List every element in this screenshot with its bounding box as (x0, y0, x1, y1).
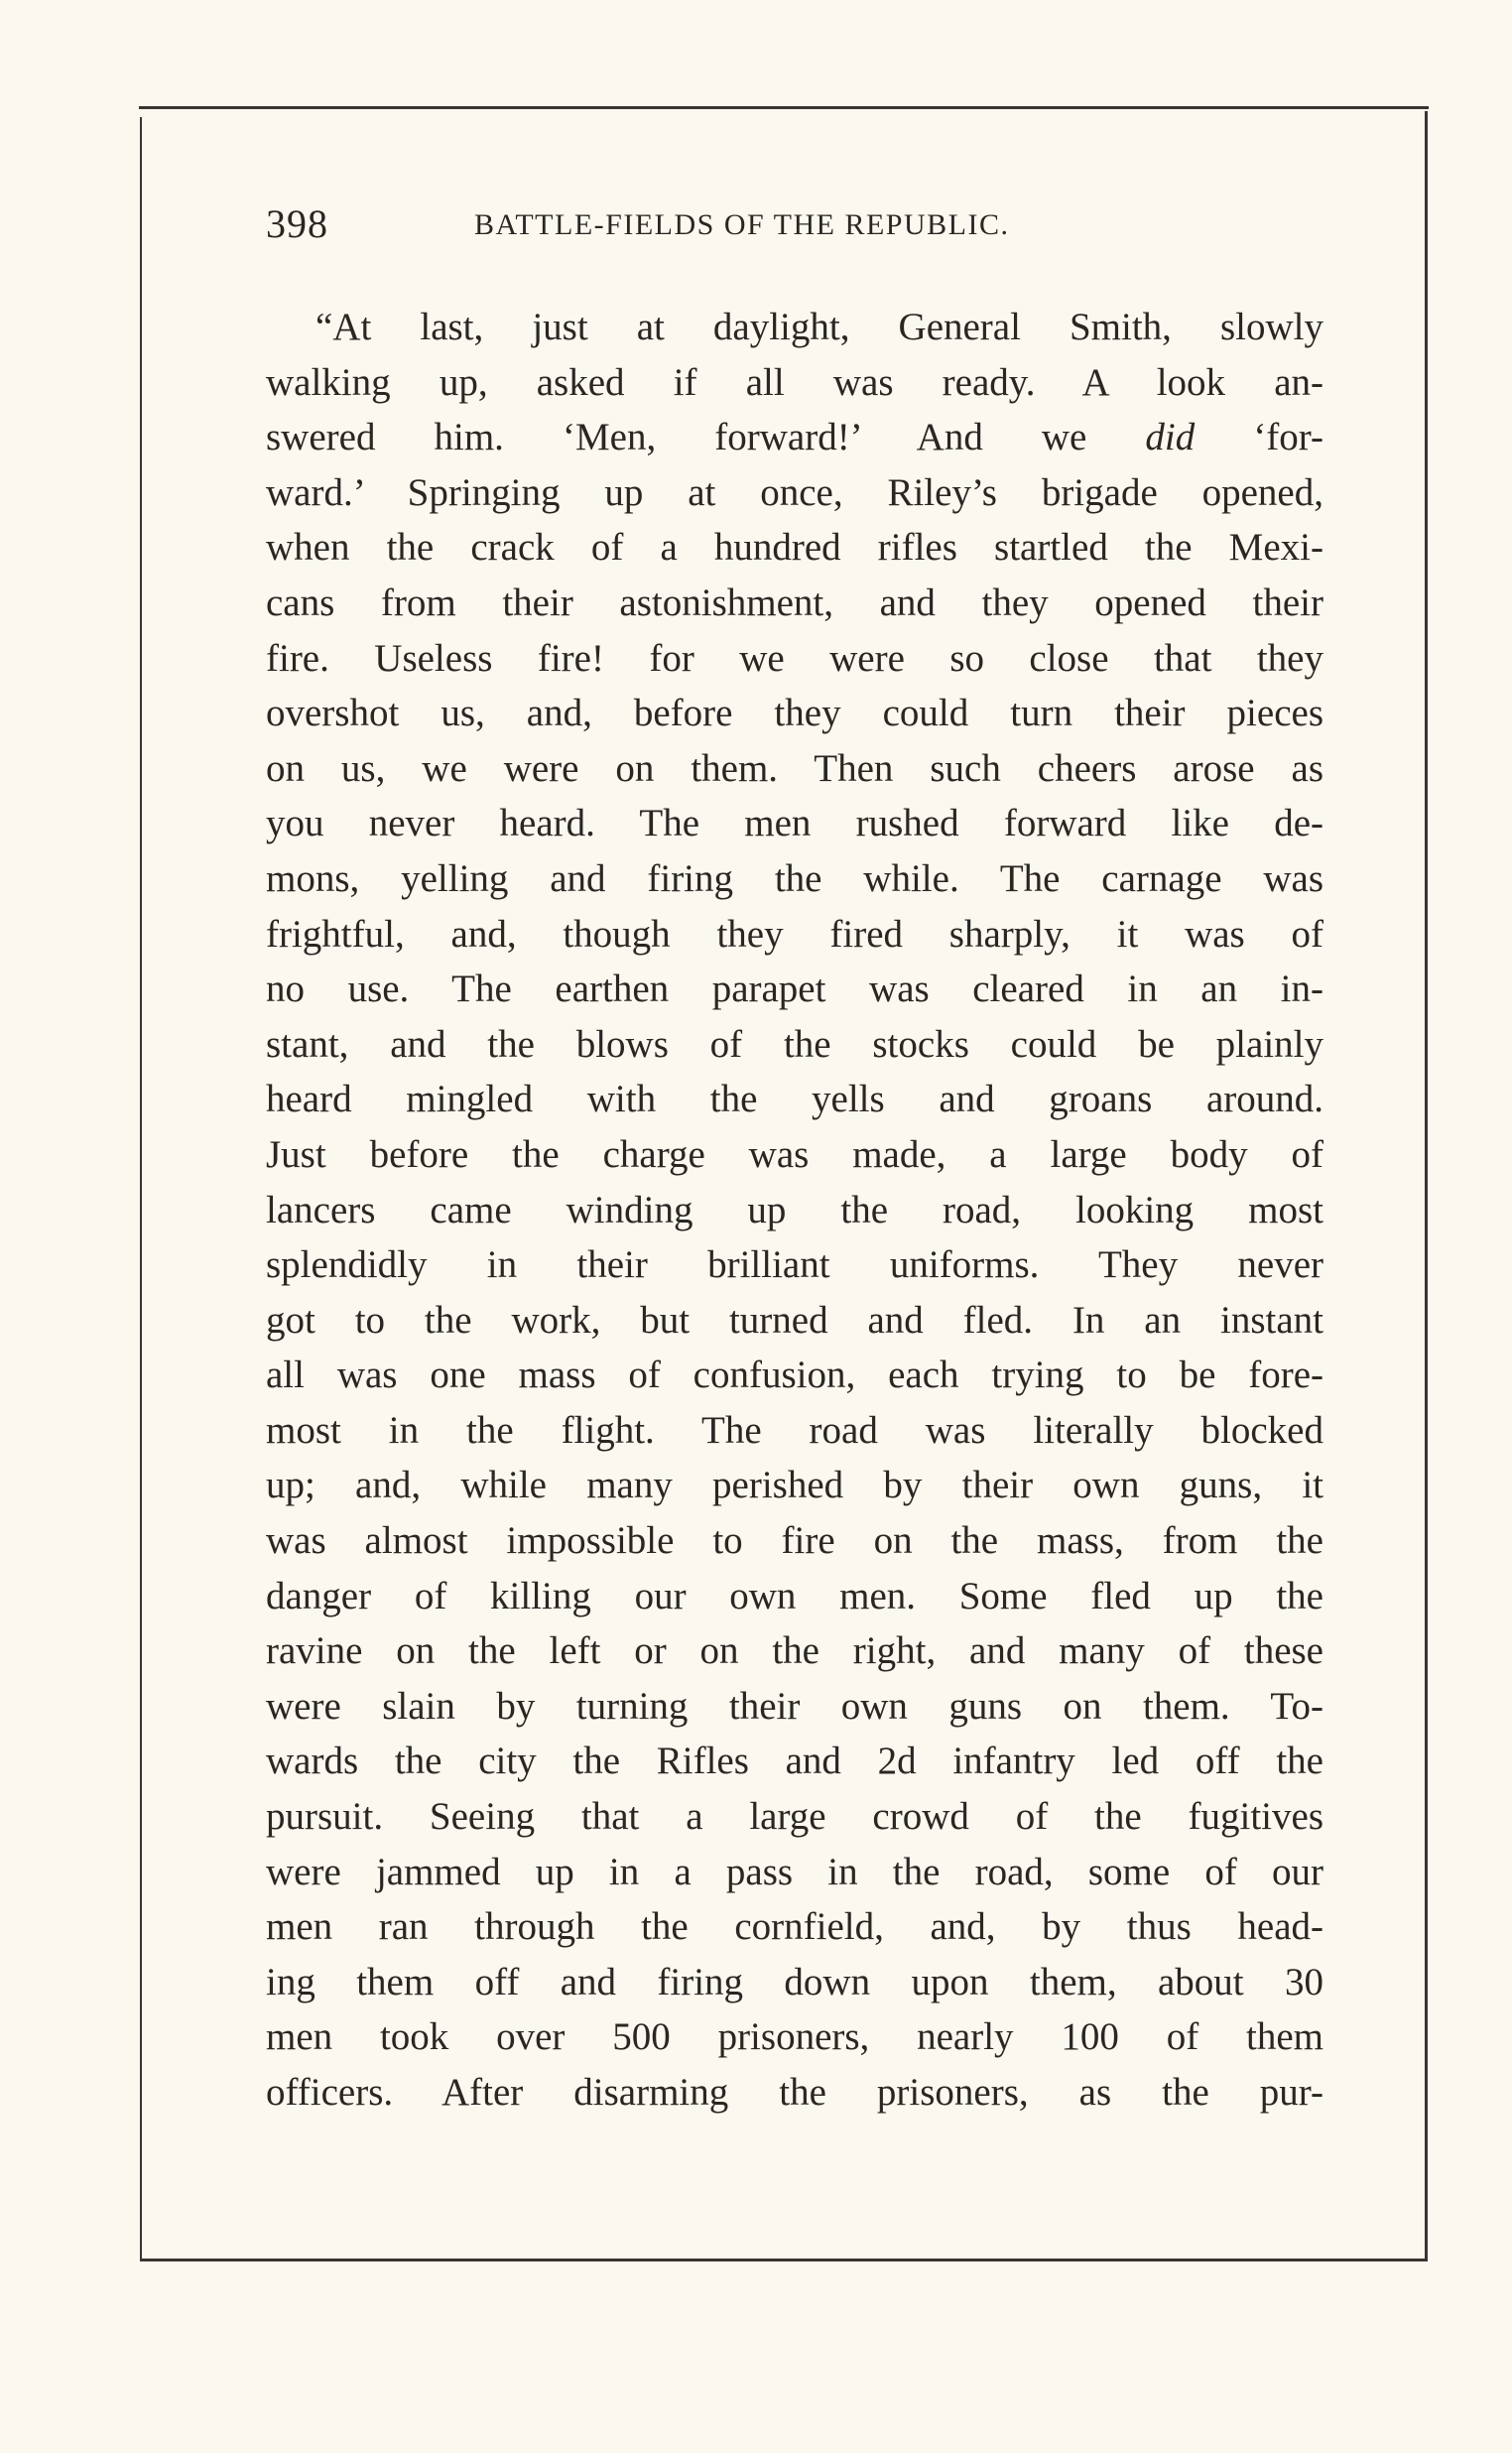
text-line: frightful, and, though they fired sharply, it was of (266, 912, 1323, 956)
text-line: on us, we were on them. Then such cheers arose as (266, 746, 1323, 790)
page-border-right (1425, 111, 1428, 2261)
text-line: you never heard. The men rushed forward like de- (266, 802, 1323, 845)
text-line-with-emphasis (266, 410, 1323, 465)
body-text (266, 300, 1323, 2121)
line-fragment: swered him. ‘Men, forward!’ And we (266, 416, 1146, 459)
page-number: 398 (266, 201, 328, 246)
text-line: men took over 500 prisoners, nearly 100 of them (266, 2015, 1323, 2059)
text-line: overshot us, and, before they could turn their pieces (266, 692, 1323, 735)
text-line: walking up, asked if all was ready. A look an- (266, 360, 1323, 404)
text-line: lancers came winding up the road, looking most (266, 1188, 1323, 1231)
text-line: up; and, while many perished by their own guns, it (266, 1464, 1323, 1507)
text-line: splendidly in their brilliant uniforms. They never (266, 1243, 1323, 1287)
text-line: Just before the charge was made, a large body of (266, 1132, 1323, 1176)
page-border-left (140, 117, 142, 2259)
text-line: was almost impossible to fire on the mass, from the (266, 1519, 1323, 1563)
text-line: wards the city the Rifles and 2d infantry led off the (266, 1740, 1323, 1783)
text-line: officers. After disarming the prisoners, as the pur- (266, 2071, 1323, 2114)
text-line: no use. The earthen parapet was cleared in an in- (266, 968, 1323, 1011)
page-border-bottom (140, 2259, 1428, 2261)
text-line: heard mingled with the yells and groans around. (266, 1078, 1323, 1121)
text-line: ravine on the left or on the right, and many of these (266, 1629, 1323, 1673)
text-line: cans from their astonishment, and they opened their (266, 581, 1323, 624)
page-border-top (139, 106, 1429, 109)
text-line: when the crack of a hundred rifles startled the Mexi- (266, 526, 1323, 570)
running-title: BATTLE-FIELDS OF THE REPUBLIC. (474, 208, 1010, 241)
text-line: ing them off and firing down upon them, about 30 (266, 1960, 1323, 2003)
text-line: most in the flight. The road was literally blocked (266, 1408, 1323, 1452)
text-line: were jammed up in a pass in the road, some of our (266, 1850, 1323, 1893)
text-line: all was one mass of confusion, each trying to be fore- (266, 1354, 1323, 1397)
running-header (266, 200, 1323, 260)
text-line: got to the work, but turned and fled. In an instant (266, 1298, 1323, 1342)
text-line: fire. Useless fire! for we were so close that they (266, 636, 1323, 680)
text-line: danger of killing our own men. Some fled up the (266, 1574, 1323, 1617)
text-line: ward.’ Springing up at once, Riley’s brigade opened, (266, 470, 1323, 514)
text-line: mons, yelling and firing the while. The carnage was (266, 856, 1323, 900)
text-line: “At last, just at daylight, General Smith, slowly (315, 306, 1323, 348)
text-line: men ran through the cornfield, and, by thus head- (266, 1905, 1323, 1949)
text-line: were slain by turning their own guns on them. To- (266, 1684, 1323, 1728)
italic-emphasis: did (1145, 416, 1196, 459)
line-fragment: ‘for- (1195, 416, 1323, 459)
text-line: stant, and the blows of the stocks could be plainly (266, 1022, 1323, 1066)
text-line: pursuit. Seeing that a large crowd of the fugitives (266, 1795, 1323, 1839)
